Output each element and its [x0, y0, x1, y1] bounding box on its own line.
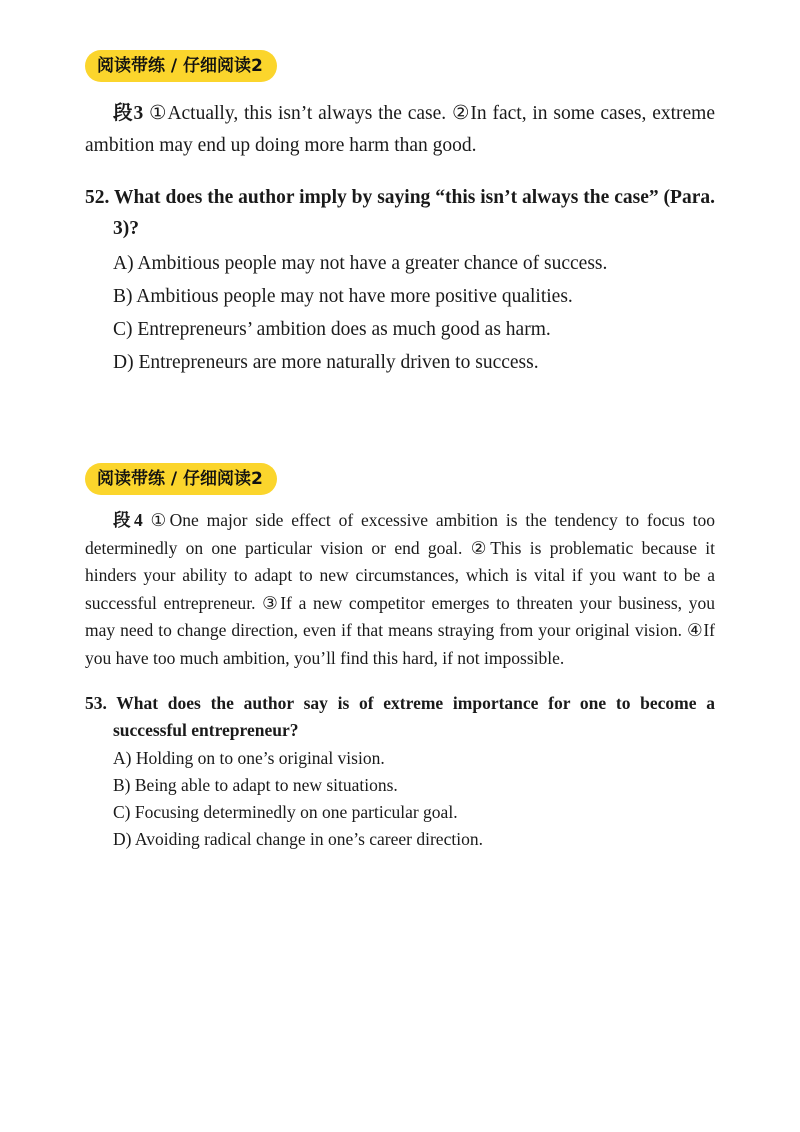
- question-text: What does the author imply by saying “this isn’t always the case” (Para. 3)?: [113, 187, 715, 239]
- paragraph-label: 段3: [113, 103, 144, 124]
- reading-section-2: [85, 463, 715, 853]
- reading-section-1: [85, 50, 715, 379]
- paragraph-label: 段4: [113, 510, 143, 530]
- option-a[interactable]: A) Ambitious people may not have a greater chance of success.: [113, 253, 608, 274]
- question-stem: [85, 182, 715, 244]
- option-d[interactable]: D) Avoiding radical change in one’s career direction.: [113, 828, 483, 849]
- question-number: 53.: [85, 692, 107, 713]
- question-text: What does the author say is of extreme importance for one to become a successful entrepreneur?: [113, 692, 715, 740]
- option-c[interactable]: C) Entrepreneurs’ ambition does as much good as harm.: [113, 319, 551, 340]
- question-number: 52.: [85, 187, 110, 208]
- option-a[interactable]: A) Holding on to one’s original vision.: [113, 747, 385, 768]
- passage-paragraph-3: [85, 98, 715, 162]
- question-53: [85, 690, 715, 853]
- option-b[interactable]: B) Being able to adapt to new situations.: [113, 774, 398, 795]
- option-b[interactable]: B) Ambitious people may not have more positive qualities.: [113, 286, 573, 307]
- passage-text: ①Actually, this isn’t always the case. ②In fact, in some cases, extreme ambition may end up doing more harm than good.: [85, 103, 715, 156]
- question-stem: [85, 690, 715, 744]
- answer-options: [85, 745, 715, 853]
- option-c[interactable]: C) Focusing determinedly on one particular goal.: [113, 801, 458, 822]
- passage-text: ①One major side effect of excessive ambition is the tendency to focus too determinedly on one particular vision or end goal. ②This is problematic because it hinders your ability to adapt to new circumstances, which is vital if you want to be a successful entrepreneur. ③If a new competitor emerges to threaten your business, you may need to change direction, even if that means straying from your original vision. ④If you have too much ambition, you’ll find this hard, if not impossible.: [85, 510, 716, 668]
- passage-paragraph-4: [85, 507, 715, 672]
- answer-options: [85, 247, 715, 379]
- question-52: [85, 182, 715, 379]
- section-tag: 阅读带练 / 仔细阅读2: [85, 463, 277, 495]
- option-d[interactable]: D) Entrepreneurs are more naturally driven to success.: [113, 352, 539, 373]
- section-tag: 阅读带练 / 仔细阅读2: [85, 50, 277, 82]
